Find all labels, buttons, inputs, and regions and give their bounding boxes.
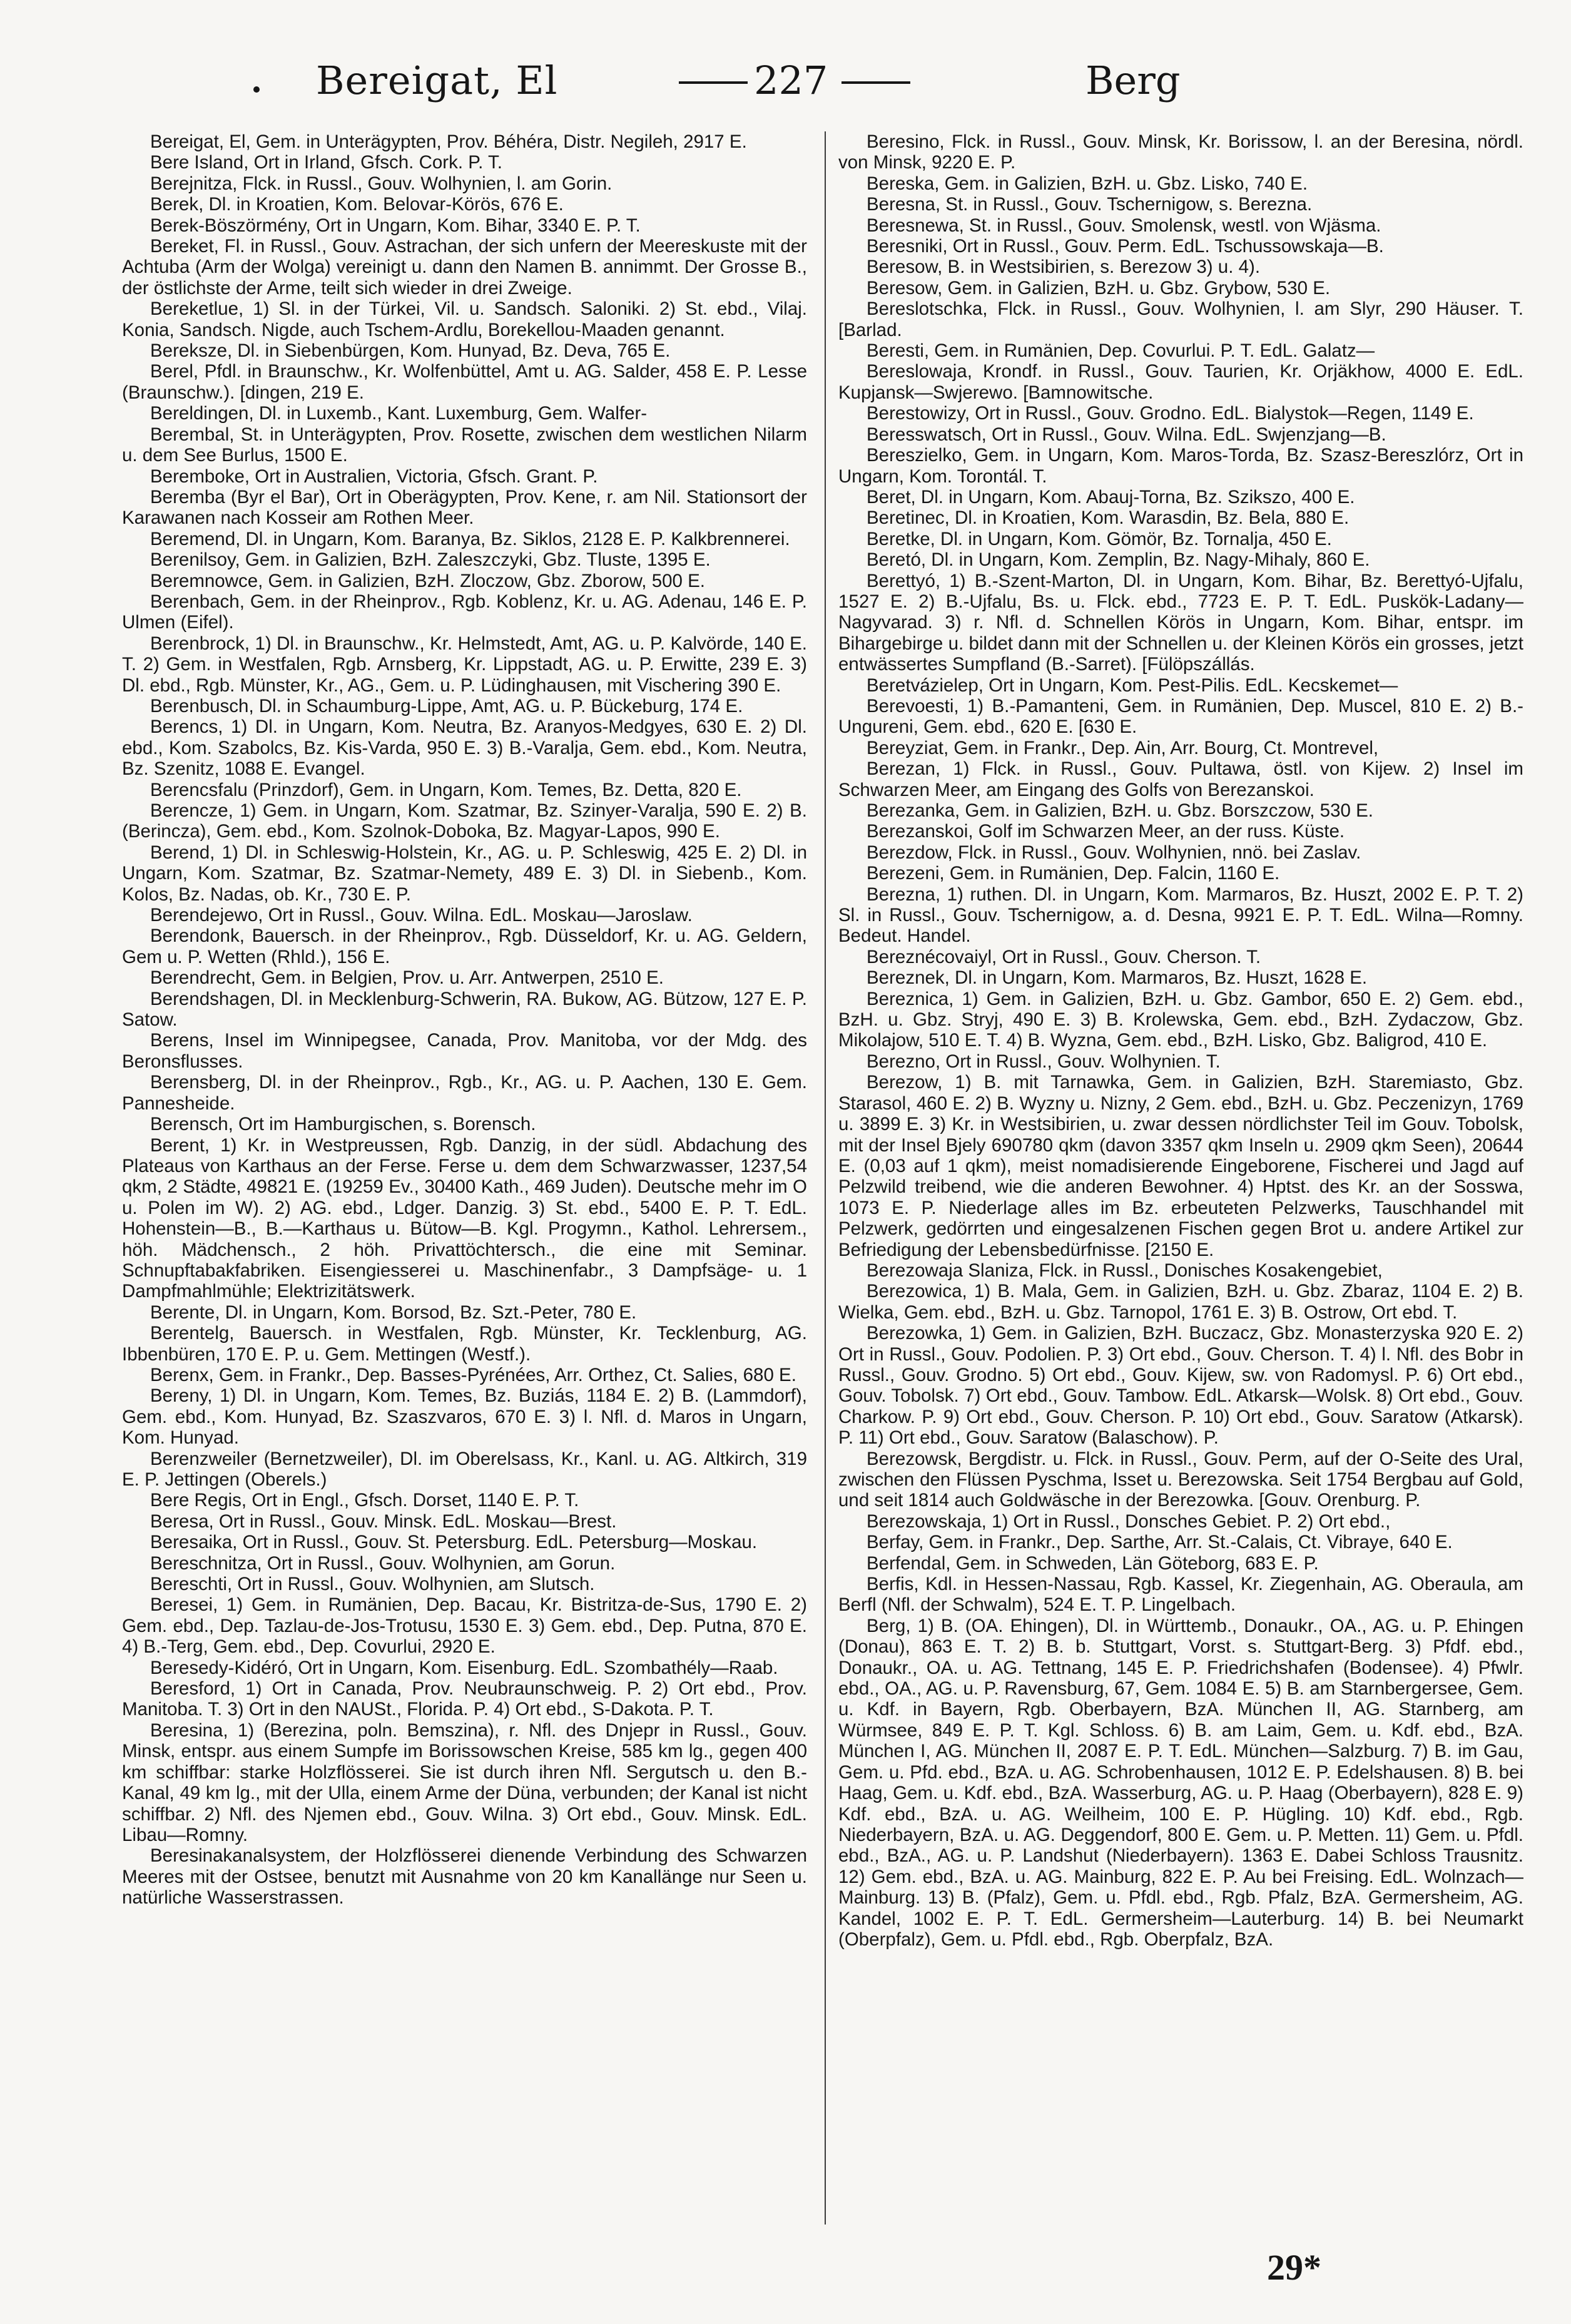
gazetteer-entry: Berendshagen, Dl. in Mecklenburg-Schwerin, RA. Bukow, AG. Bützow, 127 E. P. Satow. xyxy=(122,988,807,1031)
gazetteer-entry: Berezowsk, Bergdistr. u. Flck. in Russl., Gouv. Perm, auf der O-Seite des Ural, zwischen den Flüssen Pyschma, Isset u. Berezowska. Seit 1754 Bergbau auf Gold, und seit 1814 auch Goldwäsche in der Berezowka. [Gouv. Orenburg. P. xyxy=(838,1448,1523,1511)
header-dash-left xyxy=(679,81,748,84)
gazetteer-entry: Berezowka, 1) Gem. in Galizien, BzH. Buczacz, Gbz. Monasterzyska 920 E. 2) Ort in Russl., Gouv. Podolien. P. 3) Ort ebd., Gouv. Cherson. T. 4) l. Nfl. des Bobr in Russl., Gouv. Grodno. 5) Ort ebd., Gouv. Kijew, sw. von Radomysl. P. 6) Ort ebd., Gouv. Tobolsk. 7) Ort ebd., Gouv. Tambow. EdL. Atkarsk—Wolsk. 8) Ort ebd., Gouv. Charkow. P. 9) Ort ebd., Gouv. Cherson. P. 10) Ort ebd., Gouv. Saratow (Atkarsk). P. 11) Ort ebd., Gouv. Saratow (Balaschow). P. xyxy=(838,1323,1523,1449)
gazetteer-entry: Berens, Insel im Winnipegsee, Canada, Prov. Manitoba, vor der Mdg. des Beronsflusses. xyxy=(122,1030,807,1072)
header-dot xyxy=(253,86,260,93)
right-column xyxy=(838,131,1523,2221)
gazetteer-entry: Beresti, Gem. in Rumänien, Dep. Covurlui. P. T. EdL. Galatz— xyxy=(867,340,1375,362)
gazetteer-entry: Berendrecht, Gem. in Belgien, Prov. u. Arr. Antwerpen, 2510 E. xyxy=(150,967,664,989)
gazetteer-entry: Beresniki, Ort in Russl., Gouv. Perm. EdL. Tschussowskaja—B. xyxy=(867,236,1384,257)
gazetteer-entry: Beremba (Byr el Bar), Ort in Oberägypten, Prov. Kene, r. am Nil. Stationsort der Karawanen nach Kosseir am Rothen Meer. xyxy=(122,486,807,529)
gazetteer-entry: Bereslowaja, Krondf. in Russl., Gouv. Taurien, Kr. Orjäkhow, 4000 E. EdL. Kupjansk—Swjerewo. [Bamnowitsche. xyxy=(838,361,1523,403)
gazetteer-entry: Berencsfalu (Prinzdorf), Gem. in Ungarn, Kom. Temes, Bz. Detta, 820 E. xyxy=(150,779,742,800)
gazetteer-entry: Beremend, Dl. in Ungarn, Kom. Baranya, Bz. Siklos, 2128 E. P. Kalkbrennerei. xyxy=(150,528,790,549)
gazetteer-entry: Beresaika, Ort in Russl., Gouv. St. Petersburg. EdL. Petersburg—Moskau. xyxy=(150,1532,758,1553)
gazetteer-entry: Berezno, Ort in Russl., Gouv. Wolhynien. T. xyxy=(867,1051,1221,1072)
gazetteer-entry: Berel, Pfdl. in Braunschw., Kr. Wolfenbüttel, Amt u. AG. Salder, 458 E. P. Lesse (Braunschw.). [dingen, 219 E. xyxy=(122,361,807,403)
header-last-entry: Berg xyxy=(1085,58,1181,103)
gazetteer-entry: Berek-Böszörmény, Ort in Ungarn, Kom. Bihar, 3340 E. P. T. xyxy=(150,215,641,236)
gazetteer-entry: Berenzweiler (Bernetzweiler), Dl. im Oberelsass, Kr., Kanl. u. AG. Altkirch, 319 E. P. Jettingen (Oberels.) xyxy=(122,1448,807,1490)
gazetteer-entry: Berentelg, Bauersch. in Westfalen, Rgb. Münster, Kr. Tecklenburg, AG. Ibbenbüren, 170 E. P. u. Gem. Mettingen (Westf.). xyxy=(122,1323,807,1365)
gazetteer-entry: Berettyó, 1) B.-Szent-Marton, Dl. in Ungarn, Kom. Bihar, Bz. Berettyó-Ujfalu, 1527 E. 2) B.-Ujfalu, Bs. u. Flck. ebd., 7723 E. P. T. EdL. Puskök-Ladany—Nagyvarad. 3) r. Nfl. d. Schnellen Körös in Ungarn, Kom. Bihar, entspr. im Bihargebirge u. bildet dann mit der Schnellen u. der Kleinen Körös ein grosses, jetzt entwässertes Sumpfland (B.-Sarret). [Fülöpszállás. xyxy=(838,570,1523,675)
gazetteer-entry: Berg, 1) B. (OA. Ehingen), Dl. in Württemb., Donaukr., OA., AG. u. P. Ehingen (Donau), 863 E. T. 2) B. b. Stuttgart, Vorst. s. Stuttgart-Berg. 3) Pfdf. ebd., Donaukr., OA. u. AG. Tettnang, 145 E. P. Friedrichshafen (Bodensee). 4) Pfwlr. ebd., OA., AG. u. P. Ravensburg, 67, Gem. 1084 E. 5) B. am Starnbergersee, Gem. u. Kdf. in Bayern, Rgb. Oberbayern, BzA. München II, AG. Starnberg, am Würmsee, 849 E. P. T. Kgl. Schloss. 6) B. am Laim, Gem. u. Kdf. ebd., BzA. München I, AG. München II, 2087 E. P. T. EdL. München—Salzburg. 7) B. im Gau, Gem. u. Pfd. ebd., BzA. u. AG. Schrobenhausen, 1012 E. P. Edelshausen. 8) B. bei Haag, Gem. u. Kdf. ebd., BzA. Wasserburg, AG. u. P. Haag (Oberbayern), 828 E. 9) Kdf. ebd., BzA. u. AG. Weilheim, 100 E. P. Hügling. 10) Kdf. ebd., Rgb. Niederbayern, BzA. u. AG. Deggendorf, 800 E. Gem. u. P. Metten. 11) Gem. u. Pfdl. ebd., BzA., AG. u. P. Landshut (Niederbayern). 1363 E. Dabei Schloss Trausnitz. 12) Gem. ebd., BzA. u. AG. Mainburg, 822 E. P. Au bei Freising. EdL. Wolnzach—Mainburg. 13) B. (Pfalz), Gem. u. Pfdl. ebd., Rgb. Pfalz, BzA. Germersheim, AG. Kandel, 1002 E. P. T. EdL. Germersheim—Lauterburg. 14) B. bei Neumarkt (Oberpfalz), Gem. u. Pfdl. ebd., Rgb. Oberpfalz, BzA. xyxy=(838,1615,1523,1950)
gazetteer-entry: Berend, 1) Dl. in Schleswig-Holstein, Kr., AG. u. P. Schleswig, 425 E. 2) Dl. in Ungarn, Kom. Szatmar, Bz. Szatmar-Nemety, 489 E. 3) Dl. in Siebenb., Kom. Kolos, Bz. Nadas, ob. Kr., 730 E. P. xyxy=(122,842,807,905)
gazetteer-entry: Berenbusch, Dl. in Schaumburg-Lippe, Amt, AG. u. P. Bückeburg, 174 E. xyxy=(150,695,743,716)
gazetteer-entry: Beresinakanalsystem, der Holzflösserei dienende Verbindung des Schwarzen Meeres mit der Ostsee, benutzt mit Ausnahme von 20 km Kanallänge nur Seen u. natürliche Wasserstrassen. xyxy=(122,1845,807,1909)
gazetteer-entry: Beresei, 1) Gem. in Rumänien, Dep. Bacau, Kr. Bistritza-de-Sus, 1790 E. 2) Gem. ebd., Dep. Tazlau-de-Jos-Trotusu, 1530 E. 3) Gem. ebd., Dep. Putna, 870 E. 4) B.-Terg, Gem. ebd., Dep. Covurlui, 2920 E. xyxy=(122,1594,807,1658)
gazetteer-entry: Beretinec, Dl. in Kroatien, Kom. Warasdin, Bz. Bela, 880 E. xyxy=(867,507,1350,529)
gazetteer-entry: Beresow, Gem. in Galizien, BzH. u. Gbz. Grybow, 530 E. xyxy=(867,277,1331,298)
gazetteer-entry: Berenbach, Gem. in der Rheinprov., Rgb. Koblenz, Kr. u. AG. Adenau, 146 E. P. Ulmen (Eifel). xyxy=(122,591,807,633)
gazetteer-entry: Berfis, Kdl. in Hessen-Nassau, Rgb. Kassel, Kr. Ziegenhain, AG. Oberaula, am Berfl (Nfl. der Schwalm), 524 E. T. P. Lingelbach. xyxy=(838,1574,1523,1616)
gazetteer-entry: Berezowica, 1) B. Mala, Gem. in Galizien, BzH. u. Gbz. Zbaraz, 1104 E. 2) B. Wielka, Gem. ebd., BzH. u. Gbz. Tarnopol, 1761 E. 3) B. Ostrow, Ort ebd. T. xyxy=(838,1281,1523,1323)
gazetteer-entry: Bereschti, Ort in Russl., Gouv. Wolhynien, am Slutsch. xyxy=(150,1574,595,1595)
gazetteer-entry: Bereketlue, 1) Sl. in der Türkei, Vil. u. Sandsch. Saloniki. 2) St. ebd., Vilaj. Konia, Sandsch. Nigde, auch Tschem-Ardlu, Borekellou-Maaden genannt. xyxy=(122,298,807,340)
gazetteer-entry: Berencs, 1) Dl. in Ungarn, Kom. Neutra, Bz. Aranyos-Medgyes, 630 E. 2) Dl. ebd., Kom. Szabolcs, Bz. Kis-Varda, 950 E. 3) B.-Varalja, Gem. ebd., Kom. Neutra, Bz. Szenitz, 1088 E. Evangel. xyxy=(122,716,807,780)
gazetteer-entry: Berezowaja Slaniza, Flck. in Russl., Donisches Kosakengebiet, xyxy=(867,1260,1383,1281)
gazetteer-entry: Beresa, Ort in Russl., Gouv. Minsk. EdL. Moskau—Brest. xyxy=(150,1511,617,1532)
gazetteer-entry: Beretvázielep, Ort in Ungarn, Kom. Pest-Pilis. EdL. Kecskemet— xyxy=(867,675,1398,696)
gazetteer-entry: Bereket, Fl. in Russl., Gouv. Astrachan, der sich unfern der Meereskuste mit der Achtuba (Arm der Wolga) vereinigt u. dann den Namen B. annimmt. Der Grosse B., der östlichste der Arme, teilt sich wieder in drei Zweige. xyxy=(122,236,807,298)
gazetteer-entry: Berezanka, Gem. in Galizien, BzH. u. Gbz. Borszczow, 530 E. xyxy=(867,800,1373,821)
gazetteer-entry: Bereszielko, Gem. in Ungarn, Kom. Maros-Torda, Bz. Szasz-Bereszlórz, Ort in Ungarn, Kom. Torontál. T. xyxy=(838,445,1523,487)
gazetteer-entry: Berenbrock, 1) Dl. in Braunschw., Kr. Helmstedt, Amt, AG. u. P. Kalvörde, 140 E. T. 2) Gem. in Westfalen, Rgb. Arnsberg, Kr. Lippstadt, AG. u. P. Erwitte, 239 E. 3) Dl. ebd., Rgb. Münster, Kr., AG., Gem. u. P. Lüdinghausen, mit Vischering 390 E. xyxy=(122,633,807,696)
gazetteer-entry: Beremboke, Ort in Australien, Victoria, Gfsch. Grant. P. xyxy=(150,466,598,487)
sheet-signature: 29* xyxy=(1267,2247,1321,2288)
header-first-entry: Bereigat, El xyxy=(316,58,558,103)
gazetteer-entry: Beret, Dl. in Ungarn, Kom. Abauj-Torna, Bz. Szikszo, 400 E. xyxy=(867,486,1355,507)
gazetteer-entry: Beresna, St. in Russl., Gouv. Tschernigow, s. Berezna. xyxy=(867,194,1313,215)
gazetteer-entry: Bereigat, El, Gem. in Unterägypten, Prov. Béhéra, Distr. Negileh, 2917 E. xyxy=(150,131,747,152)
gazetteer-entry: Beresino, Flck. in Russl., Gouv. Minsk, Kr. Borissow, l. an der Beresina, nördl. von Minsk, 9220 E. P. xyxy=(838,131,1523,173)
gazetteer-entry: Bereznica, 1) Gem. in Galizien, BzH. u. Gbz. Gambor, 650 E. 2) Gem. ebd., BzH. u. Gbz. Stryj, 490 E. 3) B. Krolewska, Gem. ebd., BzH. Zydaczow, Gbz. Mikolajow, 510 E. T. 4) B. Wyzna, Gem. ebd., BzH. Lisko, Gbz. Baligrod, 410 E. xyxy=(838,988,1523,1051)
gazetteer-entry: Berezan, 1) Flck. in Russl., Gouv. Pultawa, östl. von Kijew. 2) Insel im Schwarzen Meer, am Eingang des Golfs von Berezanskoi. xyxy=(838,758,1523,800)
gazetteer-entry: Bere Island, Ort in Irland, Gfsch. Cork. P. T. xyxy=(150,152,502,173)
gazetteer-entry: Berfay, Gem. in Frankr., Dep. Sarthe, Arr. St.-Calais, Ct. Vibraye, 640 E. xyxy=(867,1532,1453,1553)
gazetteer-entry: Bere Regis, Ort in Engl., Gfsch. Dorset, 1140 E. P. T. xyxy=(150,1490,579,1511)
gazetteer-entry: Bereslotschka, Flck. in Russl., Gouv. Wolhynien, l. am Slyr, 290 Häuser. T. [Barlad. xyxy=(838,298,1523,340)
gazetteer-entry: Berendejewo, Ort in Russl., Gouv. Wilna. EdL. Moskau—Jaroslaw. xyxy=(150,905,693,926)
gazetteer-entry: Berezow, 1) B. mit Tarnawka, Gem. in Galizien, BzH. Staremiasto, Gbz. Starasol, 460 E. 2) B. Wyzny u. Nizny, 2 Gem. ebd., BzH. u. Gbz. Peczenizyn, 1769 u. 3899 E. 3) Kr. in Westsibirien, u. zwar dessen nördlichster Teil im Gouv. Tobolsk, mit der Insel Bjely 690780 qkm (davon 3357 qkm Inseln u. 2909 qkm Seen), 20644 E. (0,03 auf 1 qkm), meist nomadisierende Eingeborene, Fischerei und Jagd auf Pelzwild treibend, wie die anderen Bewohner. 4) Hptst. des Kr. an der Sosswa, 1073 E. P. Niederlage alles im Bz. erbeuteten Pelzwerks, Tauschhandel mit Pelzwerk, gedörrten und eingesalzenen Fischen gegen Brot u. andere Artikel zur Befriedigung der Lebensbedürfnisse. [2150 E. xyxy=(838,1072,1523,1260)
gazetteer-entry: Beresford, 1) Ort in Canada, Prov. Neubraunschweig. P. 2) Ort ebd., Prov. Manitoba. T. 3) Ort in den NAUSt., Florida. P. 4) Ort ebd., S-Dakota. P. T. xyxy=(122,1678,807,1720)
gazetteer-entry: Berent, 1) Kr. in Westpreussen, Rgb. Danzig, in der südl. Abdachung des Plateaus von Karthaus an der Ferse. Ferse u. dem dem Schwarzwasser, 1237,54 qkm, 2 Städte, 49821 E. (19259 Ev., 30400 Kath., 469 Juden). Deutsche mehr im O u. Polen im W). 2) AG. ebd., Ldger. Danzig. 3) St. ebd., 5400 E. P. T. EdL. Hohenstein—B., B.—Karthaus u. Bütow—B. Kgl. Progymn., Kathol. Lehrersem., höh. Mädchensch., 2 höh. Privattöchtersch., die eine mit Seminar. Schnupftabakfabriken. Eisengiesserei u. Maschinenfabr., 3 Dampfsäge- u. 1 Dampfmahlmühle; Elektrizitätswerk. xyxy=(122,1134,807,1302)
gazetteer-entry: Berestowizy, Ort in Russl., Gouv. Grodno. EdL. Bialystok—Regen, 1149 E. xyxy=(867,403,1474,424)
left-column xyxy=(122,131,807,2221)
gazetteer-entry: Beretó, Dl. in Ungarn, Kom. Zemplin, Bz. Nagy-Mihaly, 860 E. xyxy=(867,549,1370,571)
gazetteer-entry: Bereldingen, Dl. in Luxemb., Kant. Luxemburg, Gem. Walfer- xyxy=(150,403,648,424)
gazetteer-entry: Berente, Dl. in Ungarn, Kom. Borsod, Bz. Szt.-Peter, 780 E. xyxy=(150,1302,637,1323)
gazetteer-entry: Bereznécovaiyl, Ort in Russl., Gouv. Cherson. T. xyxy=(867,946,1261,967)
gazetteer-entry: Bereksze, Dl. in Siebenbürgen, Kom. Hunyad, Bz. Deva, 765 E. xyxy=(150,340,671,362)
gazetteer-entry: Beresedy-Kidéró, Ort in Ungarn, Kom. Eisenburg. EdL. Szombathély—Raab. xyxy=(150,1657,778,1678)
gazetteer-entry: Berezeni, Gem. in Rumänien, Dep. Falcin, 1160 E. xyxy=(867,863,1280,884)
gazetteer-entry: Bereschnitza, Ort in Russl., Gouv. Wolhynien, am Gorun. xyxy=(150,1552,616,1574)
gazetteer-entry: Berejnitza, Flck. in Russl., Gouv. Wolhynien, l. am Gorin. xyxy=(150,173,613,194)
gazetteer-entry: Berenx, Gem. in Frankr., Dep. Basses-Pyrénées, Arr. Orthez, Ct. Salies, 680 E. xyxy=(150,1364,796,1385)
gazetteer-entry: Beresina, 1) (Berezina, poln. Bemszina), r. Nfl. des Dnjepr in Russl., Gouv. Minsk, entspr. aus einem Sumpfe im Borissowschen Kreise, 585 km lg., gegen 400 km schiffbar: starke Holzflösserei. Sie ist durch ihren Nfl. Sergutsch u. den B.-Kanal, 49 km lg., mit der Ulla, einem Arme der Düna, verbunden; der Kanal ist nicht schiffbar. 2) Nfl. des Njemen ebd., Gouv. Wilna. 3) Ort ebd., Gouv. Minsk. EdL. Libau—Romny. xyxy=(122,1720,807,1845)
column-divider xyxy=(825,131,826,2225)
gazetteer-entry: Beresswatsch, Ort in Russl., Gouv. Wilna. EdL. Swjenzjang—B. xyxy=(867,424,1386,445)
gazetteer-entry: Bereyziat, Gem. in Frankr., Dep. Ain, Arr. Bourg, Ct. Montrevel, xyxy=(867,737,1379,758)
gazetteer-entry: Berensch, Ort im Hamburgischen, s. Borensch. xyxy=(150,1114,536,1135)
gazetteer-entry: Berencze, 1) Gem. in Ungarn, Kom. Szatmar, Bz. Szinyer-Varalja, 590 E. 2) B. (Berincza), Gem. ebd., Kom. Szolnok-Doboka, Bz. Magyar-Lapos, 990 E. xyxy=(122,800,807,842)
gazetteer-entry: Berenilsoy, Gem. in Galizien, BzH. Zaleszczyki, Gbz. Tluste, 1395 E. xyxy=(150,549,711,571)
gazetteer-entry: Beresnewa, St. in Russl., Gouv. Smolensk, westl. von Wjäsma. xyxy=(867,215,1381,236)
gazetteer-entry: Berezanskoi, Golf im Schwarzen Meer, an der russ. Küste. xyxy=(867,821,1345,842)
gazetteer-entry: Berembal, St. in Unterägypten, Prov. Rosette, zwischen dem westlichen Nilarm u. dem See Burlus, 1500 E. xyxy=(122,424,807,466)
gazetteer-entry: Berfendal, Gem. in Schweden, Län Göteborg, 683 E. P. xyxy=(867,1552,1319,1574)
gazetteer-entry: Bereska, Gem. in Galizien, BzH. u. Gbz. Lisko, 740 E. xyxy=(867,173,1308,194)
gazetteer-entry: Beretke, Dl. in Ungarn, Kom. Gömör, Bz. Tornalja, 450 E. xyxy=(867,528,1332,549)
gazetteer-entry: Beremnowce, Gem. in Galizien, BzH. Zloczow, Gbz. Zborow, 500 E. xyxy=(150,570,705,591)
gazetteer-entry: Beresow, B. in Westsibirien, s. Berezow 3) u. 4). xyxy=(867,257,1261,278)
gazetteer-entry: Berezna, 1) ruthen. Dl. in Ungarn, Kom. Marmaros, Bz. Huszt, 2002 E. P. T. 2) Sl. in Russl., Gouv. Tschernigow, a. d. Desna, 9921 E. P. T. EdL. Wilna—Romny. Bedeut. Handel. xyxy=(838,884,1523,947)
header-dash-right xyxy=(841,81,910,84)
gazetteer-entry: Berezowskaja, 1) Ort in Russl., Donsches Gebiet. P. 2) Ort ebd., xyxy=(867,1511,1391,1532)
running-header xyxy=(0,58,1571,120)
gazetteer-entry: Berensberg, Dl. in der Rheinprov., Rgb., Kr., AG. u. P. Aachen, 130 E. Gem. Pannesheide. xyxy=(122,1072,807,1114)
page-number: 227 xyxy=(754,58,828,103)
gazetteer-entry: Berevoesti, 1) B.-Pamanteni, Gem. in Rumänien, Dep. Muscel, 810 E. 2) B.-Ungureni, Gem. ebd., 620 E. [630 E. xyxy=(838,695,1523,738)
gazetteer-entry: Bereny, 1) Dl. in Ungarn, Kom. Temes, Bz. Buziás, 1184 E. 2) B. (Lammdorf), Gem. ebd., Kom. Hunyad, Bz. Szaszvaros, 670 E. 3) l. Nfl. d. Maros in Ungarn, Kom. Hunyad. xyxy=(122,1385,807,1449)
gazetteer-entry: Bereznek, Dl. in Ungarn, Kom. Marmaros, Bz. Huszt, 1628 E. xyxy=(867,967,1368,989)
gazetteer-entry: Berek, Dl. in Kroatien, Kom. Belovar-Körös, 676 E. xyxy=(150,194,564,215)
gazetteer-entry: Berendonk, Bauersch. in der Rheinprov., Rgb. Düsseldorf, Kr. u. AG. Geldern, Gem u. P. Wetten (Rhld.), 156 E. xyxy=(122,925,807,967)
gazetteer-entry: Berezdow, Flck. in Russl., Gouv. Wolhynien, nnö. bei Zaslav. xyxy=(867,842,1361,863)
